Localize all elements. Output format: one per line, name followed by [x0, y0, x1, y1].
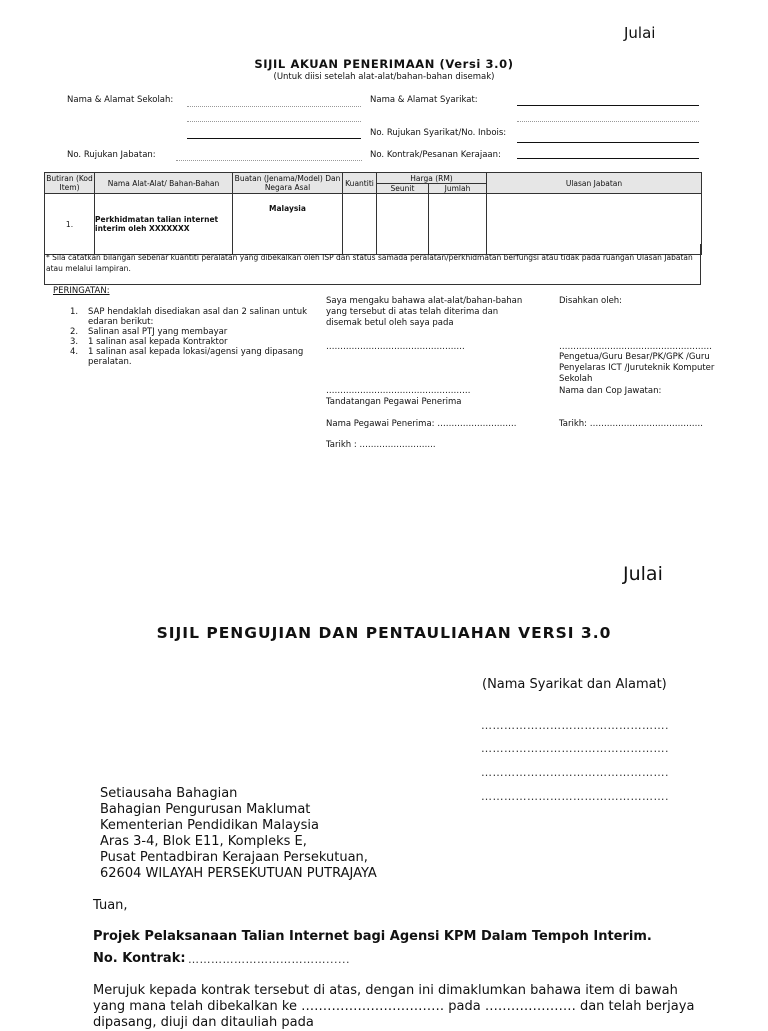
company-ref-field-line[interactable]	[517, 142, 699, 143]
recipient-line: Bahagian Pengurusan Maklumat	[100, 802, 311, 817]
col-qty-header: Kuantiti	[343, 173, 377, 194]
items-table	[44, 172, 702, 255]
approval-heading: Disahkan oleh:	[559, 296, 623, 306]
company-line-1[interactable]: ………………………………………….	[481, 719, 669, 732]
approval-date-field[interactable]: Tarikh: ………………………………….	[559, 419, 703, 429]
approval-role: Pengetua/Guru Besar/PK/GPK /Guru Penyelaras ICT /Juruteknik Komputer Sekolah	[559, 352, 715, 384]
company-line-3[interactable]: ………………………………………….	[481, 766, 669, 779]
company-placeholder: (Nama Syarikat dan Alamat)	[482, 677, 667, 692]
col-make-header: Buatan (Jenama/Model) Dan Negara Asal	[233, 173, 343, 194]
school-field-line-2[interactable]	[187, 121, 361, 122]
company-ref-label: No. Rujukan Syarikat/No. Inbois:	[370, 128, 507, 138]
signature-dots[interactable]: ……………………………………………	[326, 386, 471, 396]
recipient-line: Pusat Pentadbiran Kerajaan Persekutuan,	[100, 850, 368, 865]
declaration-text: Saya mengaku bahawa alat-alat/bahan-bahan yang tersebut di atas telah diterima dan disemak betul oleh saya pada	[326, 296, 523, 328]
recipient-line: Kementerian Pendidikan Malaysia	[100, 818, 319, 833]
company-label: Nama & Alamat Syarikat:	[370, 95, 478, 105]
salutation: Tuan,	[93, 898, 128, 913]
company-field-line-1[interactable]	[517, 105, 699, 106]
body-line-2: yang mana telah dibekalkan ke …………………………… pada ………………… dan telah berjaya	[93, 999, 695, 1014]
row-item-no: 1.	[45, 194, 95, 255]
col-remarks-header: Ulasan Jabatan	[487, 173, 702, 194]
school-label: Nama & Alamat Sekolah:	[67, 95, 174, 105]
col-price-header: Harga (RM)	[377, 173, 487, 184]
list-item: 1. SAP hendaklah disediakan asal dan 2 salinan untuk edaran berikut:	[70, 307, 308, 327]
list-item: 2. Salinan asal PTJ yang membayar	[70, 327, 228, 337]
dept-ref-field-line[interactable]	[176, 160, 362, 161]
recipient-line: 62604 WILAYAH PERSEKUTUAN PUTRAJAYA	[100, 866, 377, 881]
col-name-header: Nama Alat-Alat/ Bahan-Bahan	[95, 173, 233, 194]
declaration-date-dots[interactable]: ………………………………………….	[326, 342, 465, 352]
signature-label: Tandatangan Pegawai Penerima	[326, 397, 462, 407]
warning-list	[70, 307, 318, 367]
page1-title: SIJIL AKUAN PENERIMAAN (Versi 3.0)	[254, 57, 514, 71]
company-field-line-2[interactable]	[517, 121, 699, 122]
page2-title: SIJIL PENGUJIAN DAN PENTAULIAHAN VERSI 3.0	[156, 624, 612, 642]
body-line-3: dipasang, diuji dan ditauliah pada	[93, 1015, 314, 1030]
col-item-header: Butiran (Kod Item)	[46, 174, 93, 192]
contract-number-field[interactable]: ………………………………......	[188, 953, 350, 966]
approval-dots[interactable]: ………………………………………………	[559, 342, 712, 352]
body-line-1: Merujuk kepada kontrak tersebut di atas, dengan ini dimaklumkan bahawa item di bawah	[93, 983, 678, 998]
contract-label: No. Kontrak/Pesanan Kerajaan:	[370, 150, 501, 160]
list-item: 3. 1 salinan asal kepada Kontraktor	[70, 337, 228, 347]
table-note-box	[44, 244, 701, 285]
row-item-make: Malaysia	[233, 194, 343, 255]
school-field-line-1[interactable]	[187, 106, 361, 107]
contract-number-label: No. Kontrak:	[93, 951, 186, 966]
col-total-header: Jumlah	[429, 184, 487, 194]
warning-heading: PERINGATAN:	[53, 286, 110, 296]
recipient-line: Setiausaha Bahagian	[100, 786, 238, 801]
col-unit-header: Seunit	[377, 184, 429, 194]
company-line-2[interactable]: ………………………………………….	[481, 742, 669, 755]
page1-subtitle: (Untuk diisi setelah alat-alat/bahan-bahan disemak)	[273, 72, 495, 82]
dept-ref-label: No. Rujukan Jabatan:	[67, 150, 156, 160]
approval-stamp-label: Nama dan Cop Jawatan:	[559, 386, 662, 396]
receiver-date-field[interactable]: Tarikh : ……………………...	[326, 440, 436, 450]
contract-field-line[interactable]	[517, 158, 699, 159]
table-note: * Sila catatkan bilangan sebenar kuantiti peralatan yang dibekalkan oleh ISP dan status samada peralatan/perkhidmatan berfungsi atau tidak pada ruangan Ulasan Jabatan atau melalui lampiran.	[46, 253, 693, 273]
page2-header-month: Julai	[623, 563, 663, 585]
receiver-name-field[interactable]: Nama Pegawai Penerima: ……………………….	[326, 419, 517, 429]
company-line-4[interactable]: ………………………………………….	[481, 790, 669, 803]
page1-header-month: Julai	[624, 24, 656, 42]
list-item: 4. 1 salinan asal kepada lokasi/agensi yang dipasang peralatan.	[70, 347, 304, 367]
school-field-line-3[interactable]	[187, 138, 361, 139]
letter-subject: Projek Pelaksanaan Talian Internet bagi Agensi KPM Dalam Tempoh Interim.	[93, 929, 652, 944]
row-item-name: Perkhidmatan talian internet interim oleh XXXXXXX	[95, 194, 233, 255]
recipient-line: Aras 3-4, Blok E11, Kompleks E,	[100, 834, 307, 849]
